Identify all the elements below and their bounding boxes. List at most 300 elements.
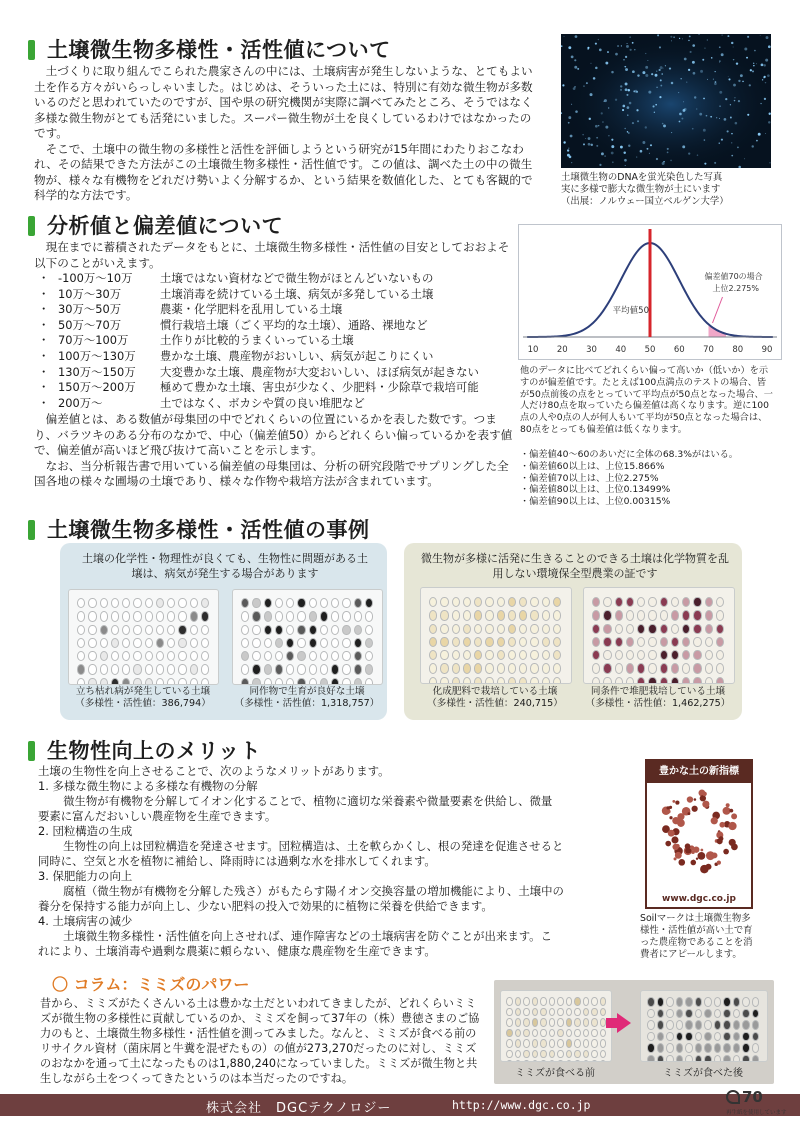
well [515, 1008, 522, 1017]
well [365, 625, 373, 635]
stats-list [520, 449, 780, 508]
dna-photo [561, 34, 771, 168]
well [485, 650, 493, 660]
well [497, 597, 505, 607]
well [583, 1029, 590, 1038]
well [156, 678, 164, 686]
well [626, 610, 634, 620]
well [532, 1029, 539, 1038]
well [695, 1043, 703, 1053]
dna-speck [604, 99, 607, 102]
well [309, 638, 317, 648]
well [542, 677, 550, 685]
well [309, 611, 317, 621]
well [497, 637, 505, 647]
well [530, 663, 538, 673]
soil-dot [726, 803, 730, 807]
well [190, 611, 198, 621]
dna-speck [719, 46, 721, 48]
well [592, 610, 600, 620]
soil-dot [677, 813, 684, 820]
well [705, 677, 713, 685]
well [660, 663, 668, 673]
dna-speck [662, 162, 665, 165]
soil-dot [705, 864, 711, 870]
dna-speck [690, 51, 692, 53]
well [463, 677, 471, 685]
well [252, 638, 260, 648]
dna-speck [765, 133, 766, 134]
well [682, 677, 690, 685]
well [506, 1060, 513, 1062]
dna-speck [608, 135, 609, 136]
well [647, 1009, 655, 1019]
well [342, 598, 350, 608]
well [600, 1050, 607, 1059]
well [264, 611, 272, 621]
well [309, 678, 317, 686]
dna-speck [624, 66, 626, 68]
well [704, 1020, 712, 1030]
dna-speck [625, 68, 628, 71]
well [557, 1050, 564, 1059]
soil-dot [669, 806, 672, 809]
well [723, 1032, 731, 1042]
well [523, 1008, 530, 1017]
well [429, 637, 437, 647]
well [592, 637, 600, 647]
dna-speck [704, 48, 705, 49]
dna-speck [612, 161, 614, 163]
soil-dot [697, 852, 705, 860]
dna-speck [746, 57, 748, 59]
dna-speck [727, 130, 729, 132]
well [156, 598, 164, 608]
well [275, 664, 283, 674]
section-title-analysis [28, 210, 283, 240]
dna-speck [595, 67, 597, 69]
dna-speck [645, 66, 648, 69]
soil-dot [688, 812, 691, 815]
dna-speck [700, 70, 703, 73]
well [463, 650, 471, 660]
well [275, 611, 283, 621]
range-item [38, 287, 479, 303]
dna-speck [625, 56, 627, 58]
well [452, 677, 460, 685]
dna-speck [731, 142, 732, 143]
well [264, 651, 272, 661]
range-bullet: ・ [38, 395, 50, 410]
well [77, 625, 85, 635]
well [637, 597, 645, 607]
well [592, 663, 600, 673]
dna-speck [716, 117, 717, 118]
well [530, 677, 538, 685]
well [474, 637, 482, 647]
well [309, 598, 317, 608]
well [508, 597, 516, 607]
dna-speck [752, 145, 754, 147]
dna-speck [721, 139, 723, 141]
well [540, 1050, 547, 1059]
well [615, 610, 623, 620]
dna-speck [636, 109, 638, 111]
dna-speck [719, 60, 721, 62]
well [523, 997, 530, 1006]
well [320, 678, 328, 686]
well [716, 610, 724, 620]
well [542, 637, 550, 647]
well [156, 651, 164, 661]
well [685, 997, 693, 1007]
dna-speck [699, 113, 702, 116]
chart-tail-label: 偏差値70の場合 [704, 272, 763, 281]
well [666, 1020, 674, 1030]
plate-2 [232, 589, 383, 685]
dna-speck [702, 59, 704, 61]
well [145, 678, 153, 686]
well [742, 1043, 750, 1053]
well [440, 624, 448, 634]
dna-speck [575, 110, 578, 113]
dna-speck [738, 80, 740, 82]
dna-speck [627, 106, 630, 109]
well [752, 1055, 760, 1063]
soil-dot [665, 841, 671, 847]
well [637, 610, 645, 620]
well [532, 1018, 539, 1027]
footer-url[interactable]: http://www.dgc.co.jp [452, 1098, 591, 1112]
well [704, 1043, 712, 1053]
dna-speck [724, 118, 727, 121]
plate-before [500, 990, 612, 1062]
dna-speck [605, 62, 608, 65]
dna-speck [574, 59, 576, 61]
well [111, 651, 119, 661]
dna-speck [671, 132, 672, 133]
well [583, 1018, 590, 1027]
well [714, 997, 722, 1007]
well [320, 625, 328, 635]
well [264, 664, 272, 674]
well [592, 624, 600, 634]
well [557, 997, 564, 1006]
dna-speck [696, 109, 697, 110]
case-panel-left-heading: 土壌の化学性・物理性が良くても、生物性に問題がある土壌は、病気が発生する場合があります [82, 552, 368, 580]
well [452, 597, 460, 607]
dna-speck [623, 152, 625, 154]
dna-speck [568, 46, 571, 49]
soil-logo-caption: Soilマークは土壌微生物多様性・活性値が高い土で育った農産物であることを消費者にアピールします。 [640, 913, 753, 960]
well [297, 651, 305, 661]
dna-speck [654, 112, 655, 113]
dna-speck [634, 49, 635, 50]
dna-speck [582, 134, 584, 136]
well [647, 997, 655, 1007]
dna-speck [669, 68, 671, 70]
well [133, 598, 141, 608]
well [100, 664, 108, 674]
well [286, 664, 294, 674]
paragraph: 現在までに蓄積されたデータをもとに、土壌微生物多様性・活性値の目安としておおよそ以下のことがいえます。 [34, 240, 510, 270]
well [742, 1032, 750, 1042]
dna-speck [707, 39, 708, 40]
well [252, 611, 260, 621]
well [682, 610, 690, 620]
well [657, 997, 665, 1007]
dna-speck [703, 129, 706, 132]
well [603, 597, 611, 607]
well [704, 1055, 712, 1063]
well [530, 650, 538, 660]
dna-speck [719, 62, 720, 63]
dna-speck [595, 43, 597, 45]
section-bar-icon [28, 216, 35, 236]
soil-dot [692, 806, 698, 812]
range-value: 150万～200万 [58, 380, 136, 395]
well [88, 678, 96, 686]
well [591, 1018, 598, 1027]
well [122, 625, 130, 635]
well [553, 624, 561, 634]
dna-speck [667, 148, 669, 150]
well [574, 1018, 581, 1027]
dna-speck [760, 35, 761, 36]
well [682, 650, 690, 660]
well [637, 663, 645, 673]
well [671, 597, 679, 607]
well [440, 677, 448, 685]
well [497, 650, 505, 660]
well [167, 678, 175, 686]
dna-speck [611, 152, 614, 155]
well [693, 637, 701, 647]
soil-dot [719, 822, 725, 828]
well [549, 1008, 556, 1017]
well [485, 597, 493, 607]
dna-speck [673, 36, 675, 38]
dna-speck [623, 59, 625, 61]
well [178, 678, 186, 686]
well [474, 597, 482, 607]
dna-speck [762, 79, 763, 80]
dna-speck [713, 79, 714, 80]
well [156, 664, 164, 674]
dna-speck [601, 112, 603, 114]
dna-speck [632, 70, 635, 73]
well [309, 625, 317, 635]
well [145, 598, 153, 608]
dna-speck [692, 44, 695, 47]
well [660, 624, 668, 634]
well [440, 663, 448, 673]
soil-dot [706, 851, 715, 860]
dna-speck [625, 88, 628, 91]
well [685, 1055, 693, 1063]
well [331, 598, 339, 608]
dna-speck [671, 40, 672, 41]
dna-speck [621, 45, 622, 46]
dna-speck [568, 122, 570, 124]
well [742, 997, 750, 1007]
recycle-mark [726, 1088, 786, 1118]
dna-speck [568, 147, 569, 148]
dna-speck [567, 149, 569, 151]
range-bullet: ・ [38, 348, 50, 363]
soil-dot [678, 859, 685, 866]
well [297, 638, 305, 648]
well [583, 1039, 590, 1048]
section-title-diversity [28, 34, 391, 64]
dna-speck [650, 144, 652, 146]
well [682, 624, 690, 634]
dna-speck [711, 57, 713, 59]
well [566, 1029, 573, 1038]
well [557, 1008, 564, 1017]
range-desc: 土壌消毒を続けている土壌、病気が多発している土壌 [160, 286, 434, 301]
well [515, 1050, 522, 1059]
well [540, 997, 547, 1006]
well [626, 624, 634, 634]
well [682, 597, 690, 607]
soil-dot [690, 860, 696, 866]
well [566, 1050, 573, 1059]
dna-speck [611, 145, 614, 148]
well [693, 610, 701, 620]
well [637, 650, 645, 660]
well [342, 664, 350, 674]
dna-speck [590, 93, 593, 96]
dna-speck [590, 63, 591, 64]
well [201, 598, 209, 608]
well [275, 678, 283, 686]
well [615, 624, 623, 634]
well [309, 664, 317, 674]
dna-speck [688, 40, 689, 41]
well [714, 1055, 722, 1063]
well [600, 1039, 607, 1048]
case-caption-2 [232, 686, 382, 710]
well [297, 664, 305, 674]
soil-dot [672, 844, 678, 850]
dna-speck [740, 74, 743, 77]
dna-speck [683, 101, 684, 102]
well [671, 677, 679, 685]
range-desc: 土壌ではない資材などで微生物がほとんどいないもの [160, 271, 434, 285]
dna-speck [630, 49, 632, 51]
dna-speck [765, 59, 768, 62]
soil-dot [685, 843, 691, 849]
well [603, 624, 611, 634]
well [111, 611, 119, 621]
stat-item: ・偏差値60以上は、上位15.866% [520, 460, 665, 472]
well [615, 677, 623, 685]
dna-speck [694, 96, 696, 98]
dna-speck [573, 87, 576, 90]
well [716, 677, 724, 685]
well [540, 1039, 547, 1048]
well [100, 678, 108, 686]
well [201, 651, 209, 661]
well [320, 651, 328, 661]
well [615, 650, 623, 660]
well [122, 664, 130, 674]
dna-speck [629, 102, 632, 105]
well [733, 1032, 741, 1042]
well [666, 1032, 674, 1042]
dna-speck [615, 53, 618, 56]
case-caption-line: 立ち枯れ病が発生している土壌 [75, 686, 211, 697]
soil-dot [702, 792, 707, 797]
well [497, 610, 505, 620]
well [508, 624, 516, 634]
dna-speck [767, 74, 770, 77]
plate-1 [68, 589, 219, 685]
dna-speck [607, 51, 609, 53]
dna-speck [734, 97, 735, 98]
dna-speck [625, 83, 628, 86]
dna-speck [596, 137, 598, 139]
footer-bar [0, 1094, 800, 1116]
well [342, 611, 350, 621]
well [440, 597, 448, 607]
dna-speck [624, 128, 625, 129]
dna-speck [683, 109, 686, 112]
dna-speck [663, 68, 664, 69]
well [252, 598, 260, 608]
dna-speck [744, 158, 745, 159]
dna-speck [731, 133, 733, 135]
case-caption-4 [583, 686, 733, 710]
well [574, 1060, 581, 1062]
dna-speck [596, 145, 598, 147]
well [133, 678, 141, 686]
column-title: 〇 コラム：ミミズのパワー [52, 975, 250, 994]
well [704, 1032, 712, 1042]
dna-speck [628, 132, 630, 134]
dna-speck [567, 154, 570, 157]
well [354, 678, 362, 686]
dna-speck [699, 34, 700, 35]
well [275, 625, 283, 635]
deviation-chart-svg [519, 225, 781, 359]
dna-speck [756, 140, 758, 142]
well [714, 1020, 722, 1030]
well [540, 1060, 547, 1062]
chart-mean-label: 平均値50 [612, 306, 649, 316]
well [519, 677, 527, 685]
soil-dot [677, 819, 685, 827]
well [583, 1060, 590, 1062]
well [167, 625, 175, 635]
well [553, 650, 561, 660]
worm-after-label: ミミズが食べた後 [663, 1068, 743, 1079]
dna-speck [593, 77, 596, 80]
dna-speck [563, 141, 565, 143]
soil-dot [717, 838, 723, 844]
dna-speck [591, 144, 593, 146]
plate-4 [583, 587, 735, 684]
well [553, 663, 561, 673]
well [122, 638, 130, 648]
well [497, 624, 505, 634]
well [549, 1039, 556, 1048]
well [733, 1055, 741, 1063]
dna-speck [727, 35, 729, 37]
dna-speck [697, 154, 698, 155]
range-value: 100万～130万 [58, 348, 136, 363]
